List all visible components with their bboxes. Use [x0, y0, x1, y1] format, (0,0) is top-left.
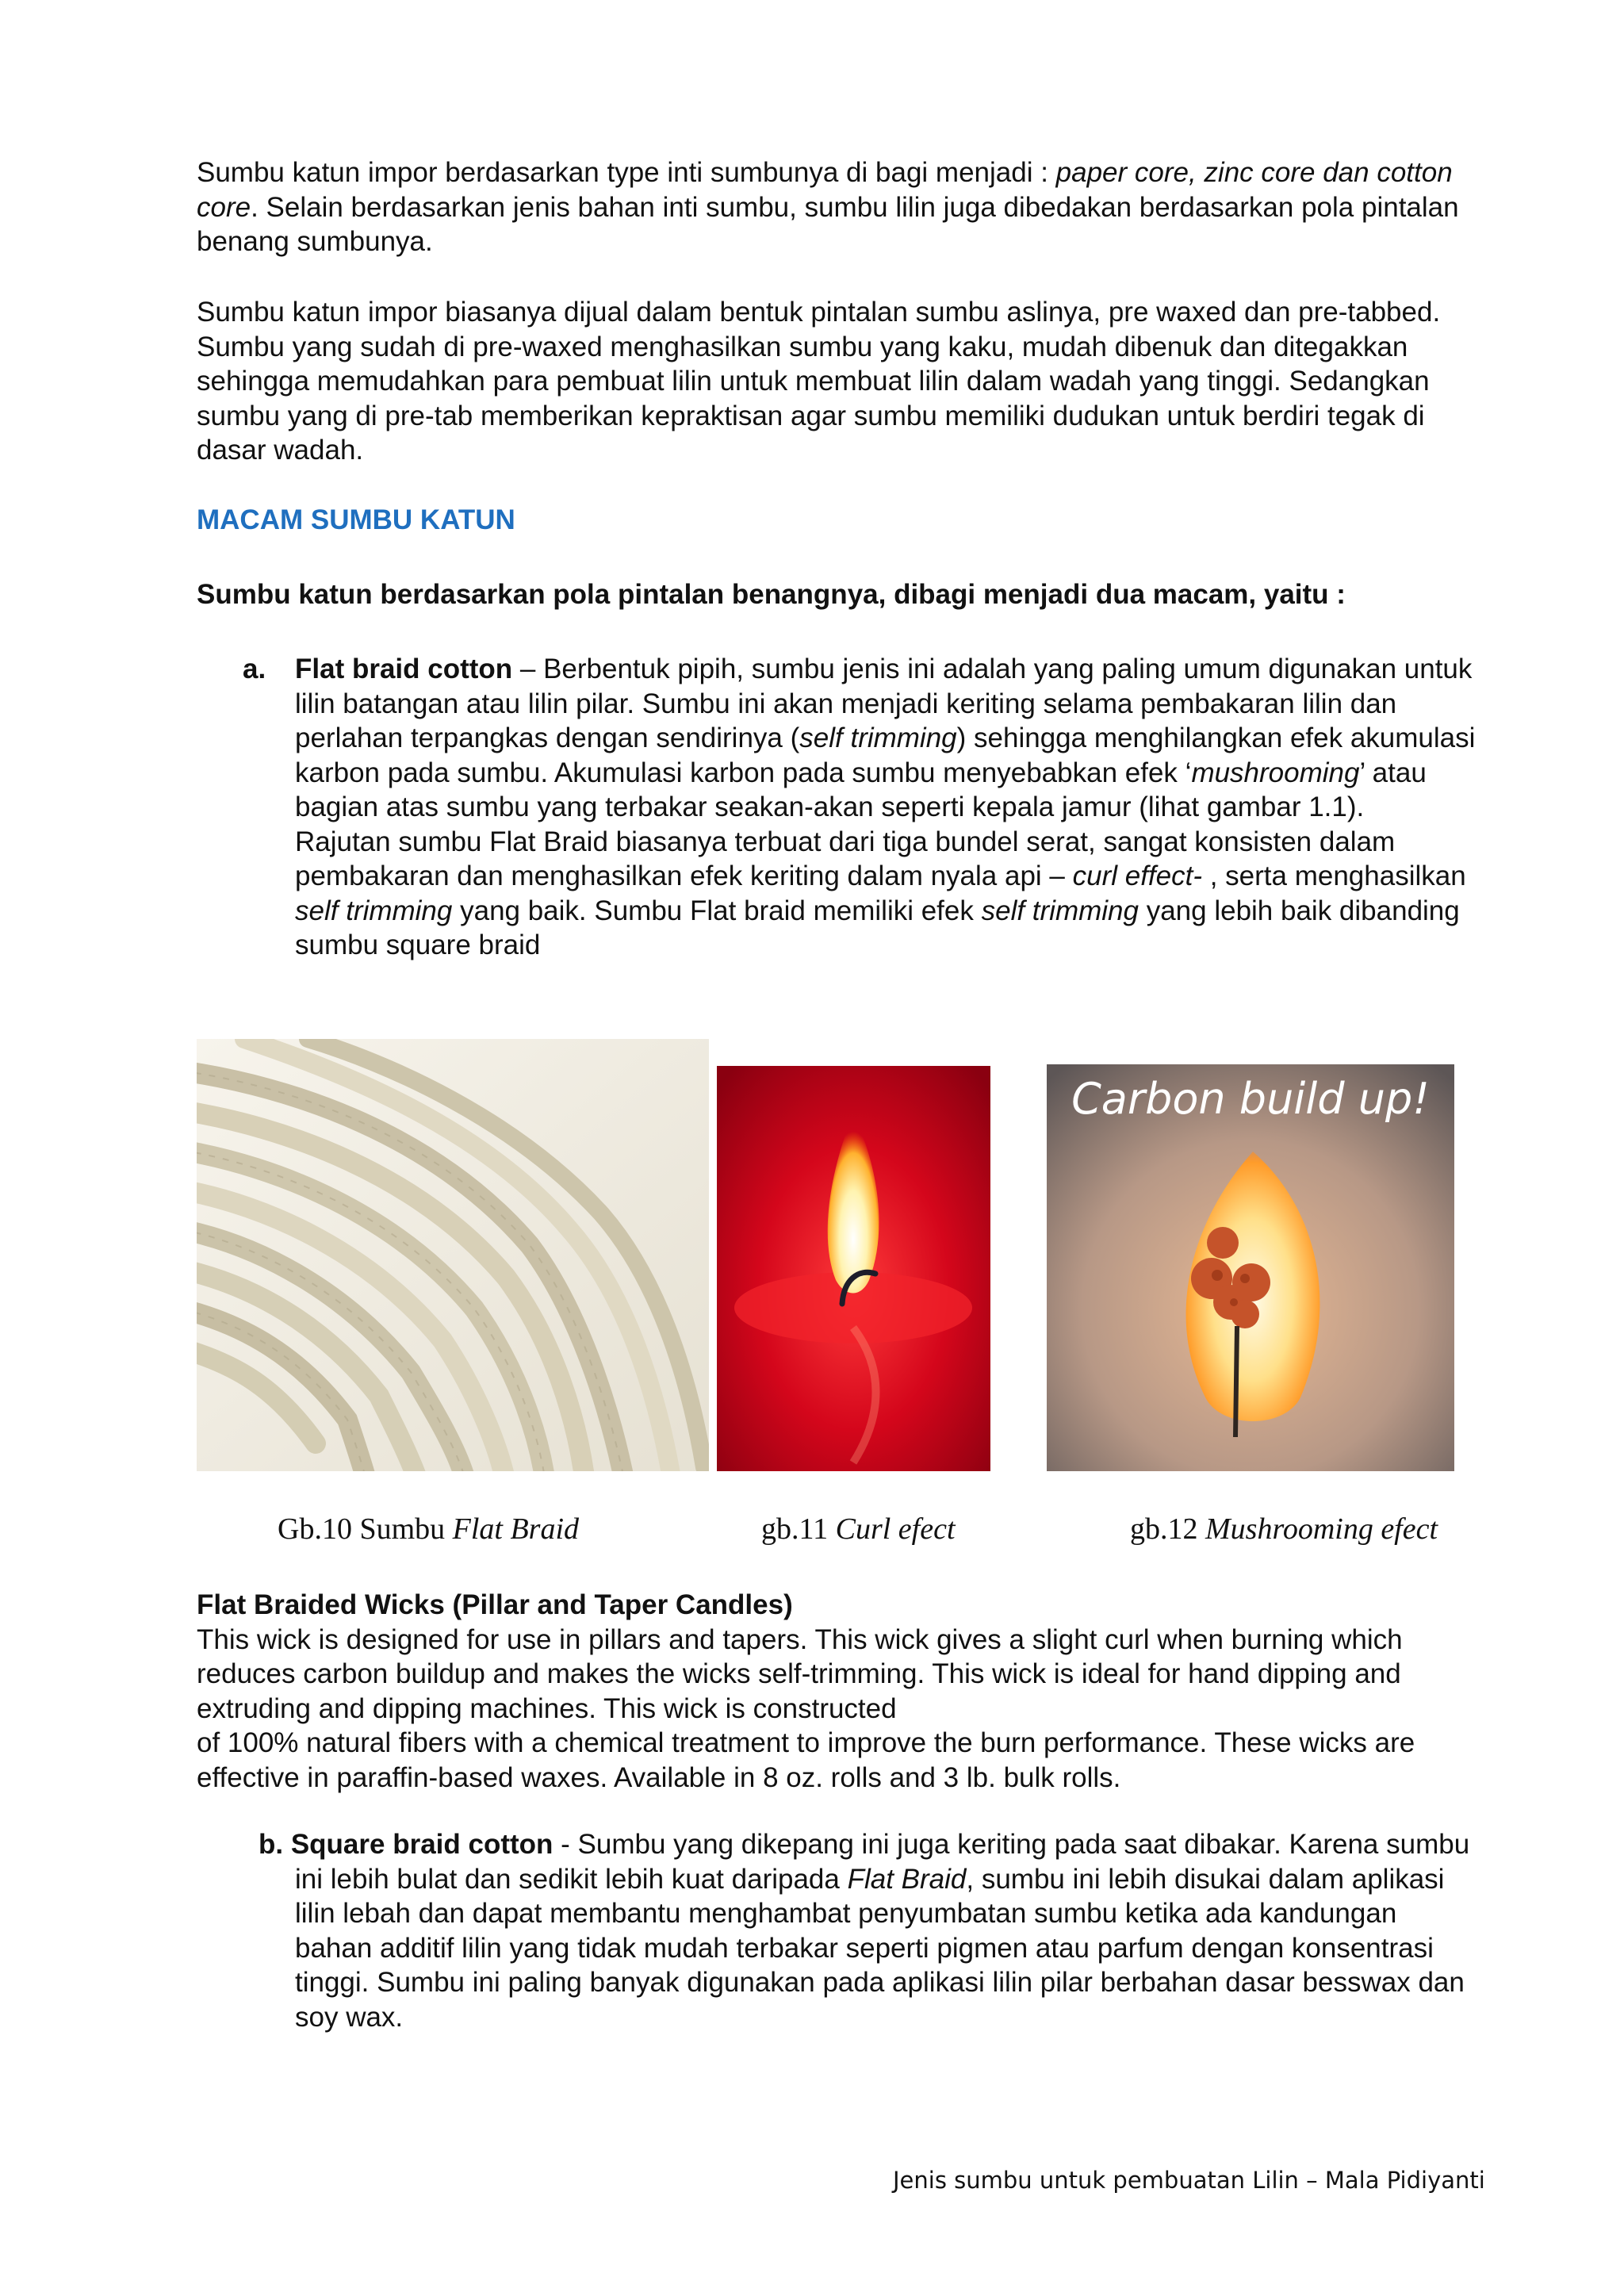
- flat-braided-wicks-section: [197, 1588, 1481, 1795]
- item-text: yang baik. Sumbu Flat braid memiliki efek: [452, 895, 982, 926]
- item-text: yang lebih baik dibanding sumbu square braid: [295, 895, 1460, 960]
- item-italic: mushrooming: [1191, 757, 1360, 788]
- caption-italic: Curl efect: [835, 1512, 956, 1546]
- list-item-b: [259, 1827, 1480, 2034]
- curl-effect-photo: [717, 1066, 990, 1471]
- section-heading: MACAM SUMBU KATUN: [197, 504, 515, 535]
- caption-prefix: gb.11: [761, 1512, 836, 1546]
- caption-italic: Flat Braid: [452, 1512, 580, 1546]
- flat-braided-line-2: of 100% natural fibers with a chemical treatment to improve the burn performance. These wicks are effective in paraffin-based waxes. Available in 8 oz. rolls and 3 lb. bulk rolls.: [197, 1727, 1415, 1793]
- item-title: Flat braid cotton: [295, 654, 513, 684]
- item-italic: self trimming: [799, 723, 957, 753]
- list-item-a: [243, 652, 1480, 963]
- intro-text: . Selain berdasarkan jenis bahan inti sumbu, sumbu lilin juga dibedakan berdasarkan pola pintalan benang sumbunya.: [197, 191, 1459, 257]
- list-item-body: [259, 1827, 1480, 2034]
- item-text: , sumbu ini lebih disukai dalam aplikasi lilin lebah dan dapat membantu menghambat penyumbatan sumbu ketika ada kandungan bahan additif lilin yang tidak mudah terbakar seperti pigmen atau parfum dengan konsentrasi tinggi. Sumbu ini paling banyak digunakan pada aplikasi lilin pilar berbahan dasar besswax dan soy wax.: [295, 1863, 1465, 2033]
- flat-braid-wick-photo: [197, 1039, 709, 1471]
- flat-braided-title: Flat Braided Wicks (Pillar and Taper Candles): [197, 1589, 793, 1620]
- item-text: ’ atau bagian atas sumbu yang terbakar seakan-akan seperti kepala jamur (lihat gambar 1.1).: [295, 757, 1427, 822]
- intro-paragraph-1: [197, 155, 1473, 259]
- figure-caption-10: [278, 1512, 579, 1547]
- item-text: – Berbentuk pipih, sumbu jenis ini adalah yang paling umum digunakan untuk lilin batangan atau lilin pilar. Sumbu ini akan menjadi keriting selama pembakaran lilin dan perlahan terpangkas dengan sendirinya (: [295, 654, 1473, 753]
- intro-text: Sumbu katun impor berdasarkan type inti sumbunya di bagi menjadi :: [197, 157, 1056, 188]
- flat-braided-line-1: This wick is designed for use in pillars and tapers. This wick gives a slight curl when burning which reduces carbon buildup and makes the wicks self-trimming. This wick is ideal for hand dipping and extruding and dipping machines. This wick is constructed: [197, 1623, 1403, 1724]
- caption-italic: Mushrooming efect: [1205, 1512, 1438, 1546]
- list-marker: a.: [243, 654, 266, 684]
- item-italic: curl effect-: [1072, 861, 1202, 891]
- item-title: b. Square braid cotton: [259, 1829, 553, 1860]
- item-italic: self trimming: [981, 895, 1139, 926]
- item-text: - Sumbu yang dikepang ini juga keriting pada saat dibakar. Karena sumbu ini lebih bulat dan sedikit lebih kuat daripada: [295, 1829, 1470, 1895]
- mushrooming-effect-photo: [1047, 1064, 1454, 1471]
- page-footer: Jenis sumbu untuk pembuatan Lilin – Mala Pidiyanti: [893, 2167, 1485, 2194]
- carbon-overlay-text: Carbon build up!: [1071, 1074, 1430, 1124]
- intro-italic-text: paper core, zinc core dan cotton core: [197, 157, 1453, 223]
- lead-sentence: Sumbu katun berdasarkan pola pintalan benangnya, dibagi menjadi dua macam, yaitu :: [197, 579, 1346, 610]
- intro-paragraph-2: Sumbu katun impor biasanya dijual dalam bentuk pintalan sumbu aslinya, pre waxed dan pre-tabbed. Sumbu yang sudah di pre-waxed menghasilkan sumbu yang kaku, mudah dibenuk dan ditegakkan sehingga memudahkan para pembuat lilin untuk membuat lilin dalam wadah yang tinggi. Sedangkan sumbu yang di pre-tab memberikan kepraktisan agar sumbu memiliki dudukan untuk berdiri tegak di dasar wadah.: [197, 297, 1441, 466]
- item-text: ) sehingga menghilangkan efek akumulasi karbon pada sumbu. Akumulasi karbon pada sumbu menyebabkan efek ‘: [295, 723, 1476, 788]
- caption-prefix: Gb.10 Sumbu: [278, 1512, 453, 1546]
- figure-caption-11: [761, 1512, 956, 1547]
- figure-caption-12: [1130, 1512, 1438, 1547]
- item-italic: self trimming: [295, 895, 453, 926]
- list-item-body: [295, 652, 1480, 963]
- item-text: , serta menghasilkan: [1202, 861, 1466, 891]
- caption-prefix: gb.12: [1130, 1512, 1205, 1546]
- item-text: Rajutan sumbu Flat Braid biasanya terbuat dari tiga bundel serat, sangat konsisten dalam pembakaran dan menghasilkan efek keriting dalam nyala api –: [295, 826, 1396, 891]
- item-italic: Flat Braid: [847, 1863, 967, 1895]
